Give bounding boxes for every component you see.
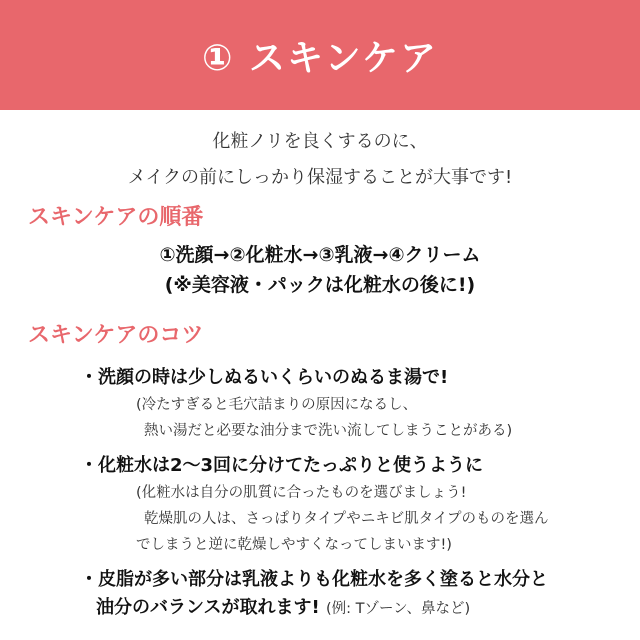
tip-note-line: でしまうと逆に乾燥しやすくなってしまいます!) [136,537,452,553]
tips-heading: スキンケアのコツ [28,323,204,348]
tip-main-text: ・皮脂が多い部分は乳液よりも化粧水を多く塗ると水分と [80,569,548,590]
skincare-order [0,240,640,300]
tip-note-line: 熱い湯だと必要な油分まで洗い流してしまうことがある) [144,423,513,439]
tip-example: (例: Tゾーン、鼻など) [325,601,471,617]
intro-text [0,124,640,196]
tip-main-text-line2: 油分のバランスが取れます! [96,597,320,618]
order-note: (※美容液・パックは化粧水の後に!) [164,274,476,296]
tip-note-line: (冷たすぎると毛穴詰まりの原因になるし、 [136,397,418,413]
tip-item-sebum [80,566,620,623]
page-title: ① スキンケア [202,37,438,79]
tip-main-text: ・洗顔の時は少しぬるいくらいのぬるま湯で! [80,367,449,388]
order-steps: ①洗顔→②化粧水→③乳液→④クリーム [159,244,481,266]
tip-main-text-cont [80,594,620,623]
tip-note-line: 乾燥肌の人は、さっぱりタイプやニキビ肌タイプのものを選ん [144,511,549,527]
tip-item-lotion [80,452,620,558]
tip-item-wash [80,364,620,444]
order-heading: スキンケアの順番 [28,205,204,230]
tip-main-text: ・化粧水は2〜3回に分けてたっぷりと使うように [80,455,484,476]
intro-line-2: メイクの前にしっかり保湿することが大事です! [127,167,513,188]
header-banner [0,0,640,110]
tip-note-line: (化粧水は自分の肌質に合ったものを選びましょう! [136,485,467,501]
intro-line-1: 化粧ノリを良くするのに、 [212,131,428,152]
